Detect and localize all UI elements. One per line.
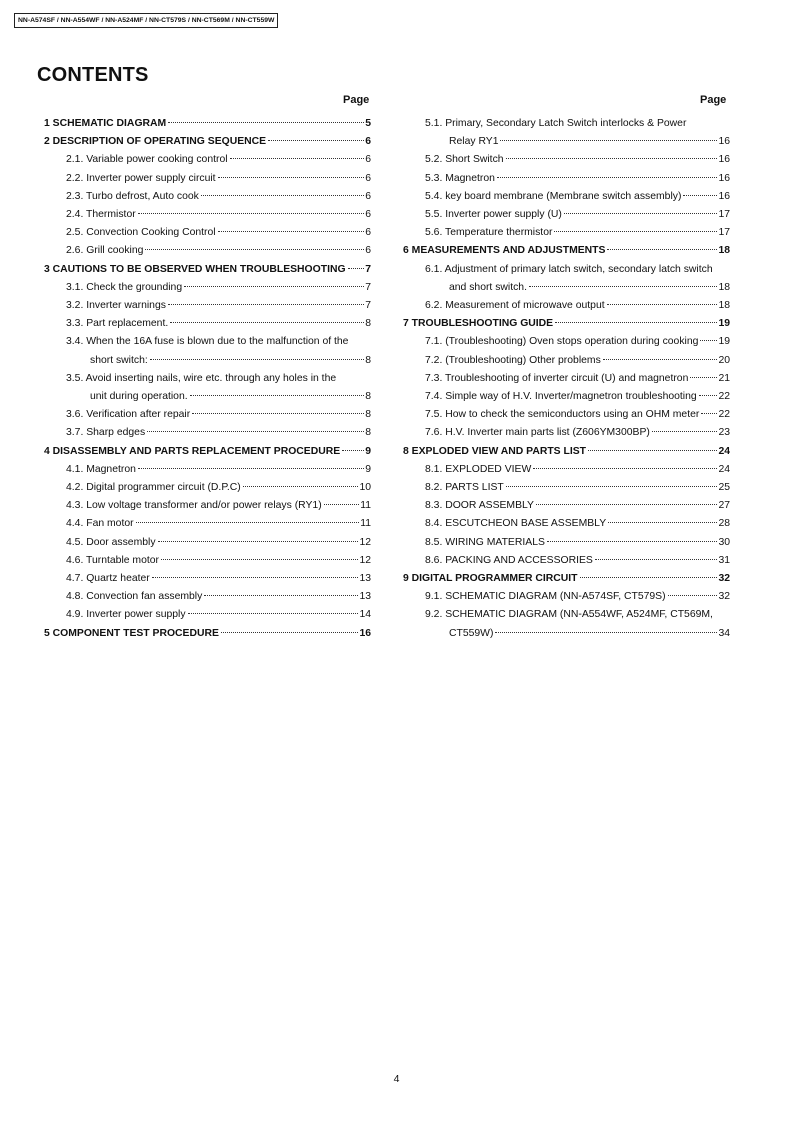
dot-leader <box>529 286 717 287</box>
dot-leader <box>495 632 717 633</box>
toc-entry[interactable] <box>403 242 730 260</box>
toc-entry-page: 22 <box>718 391 730 403</box>
toc-entry-title: 6 MEASUREMENTS AND ADJUSTMENTS <box>403 245 606 257</box>
toc-entry-title: 7.3. Troubleshooting of inverter circuit (U) and magnetron <box>425 372 689 384</box>
page-number: 4 <box>393 1073 400 1085</box>
toc-entry-page: 10 <box>359 482 371 494</box>
toc-entry-title: 8.2. PARTS LIST <box>425 482 504 494</box>
toc-entry-title: 4.4. Fan motor <box>66 518 134 530</box>
dot-leader <box>580 577 718 578</box>
toc-entry-title: 2.5. Convection Cooking Control <box>66 227 216 239</box>
toc-entry-title: 9 DIGITAL PROGRAMMER CIRCUIT <box>403 573 578 585</box>
toc-entry[interactable] <box>403 188 730 206</box>
toc-entry[interactable] <box>403 315 730 333</box>
dot-leader <box>150 359 364 360</box>
toc-entry[interactable] <box>44 497 371 515</box>
toc-entry-page: 22 <box>718 409 730 421</box>
toc-entry-title: 7.5. How to check the semiconductors using an OHM meter <box>425 409 700 421</box>
dot-leader <box>608 522 717 523</box>
toc-entry[interactable] <box>44 188 371 206</box>
toc-entry-wrapped-line[interactable] <box>403 261 730 279</box>
toc-entry-title: 5.5. Inverter power supply (U) <box>425 209 562 221</box>
dot-leader <box>218 177 365 178</box>
toc-entry-title: 8.6. PACKING AND ACCESSORIES <box>425 554 593 566</box>
dot-leader <box>690 377 717 378</box>
toc-entry-page: 16 <box>359 627 371 639</box>
toc-entry-title: 2 DESCRIPTION OF OPERATING SEQUENCE <box>44 136 267 148</box>
toc-entry[interactable] <box>403 570 730 588</box>
toc-entry-page: 16 <box>718 172 730 184</box>
toc-entry[interactable] <box>403 133 730 151</box>
toc-entry[interactable] <box>44 588 371 606</box>
toc-entry-page: 8 <box>365 318 371 330</box>
toc-entry-page: 12 <box>359 554 371 566</box>
page-title: CONTENTS <box>37 64 149 86</box>
toc-entry[interactable] <box>44 279 371 297</box>
dot-leader <box>668 595 718 596</box>
toc-entry[interactable] <box>44 224 371 242</box>
toc-entry-page: 19 <box>718 318 730 330</box>
toc-entry-page: 13 <box>359 573 371 585</box>
toc-entry[interactable] <box>403 479 730 497</box>
dot-leader <box>158 541 359 542</box>
toc-entry[interactable] <box>403 443 730 461</box>
toc-entry-page: 7 <box>365 263 371 275</box>
dot-leader <box>145 249 364 250</box>
toc-entry-page: 5 <box>365 118 371 129</box>
dot-leader <box>168 122 364 123</box>
toc-entry[interactable] <box>44 261 371 279</box>
dot-leader <box>607 304 718 305</box>
toc-entry-page: 25 <box>718 482 730 494</box>
toc-entry[interactable] <box>403 388 730 406</box>
toc-entry[interactable] <box>44 206 371 224</box>
toc-entry-page: 30 <box>718 536 730 548</box>
toc-entry[interactable] <box>403 588 730 606</box>
toc-entry[interactable] <box>403 497 730 515</box>
toc-entry-title: CT559W) <box>449 627 494 639</box>
toc-entry-page: 18 <box>718 300 730 312</box>
model-numbers-header: NN-A574SF / NN-A554WF / NN-A524MF / NN-CT579S / NN-CT569M / NN-CT559W <box>14 13 278 28</box>
toc-entry-page: 6 <box>365 190 371 202</box>
toc-entry[interactable] <box>44 461 371 479</box>
dot-leader <box>221 632 359 633</box>
toc-entry[interactable] <box>403 461 730 479</box>
toc-entry-title: 8.4. ESCUTCHEON BASE ASSEMBLY <box>425 518 607 530</box>
toc-entry-title: 7.4. Simple way of H.V. Inverter/magnetron troubleshooting <box>425 391 697 403</box>
toc-entry[interactable] <box>403 515 730 533</box>
toc-entry-page: 8 <box>365 354 371 366</box>
toc-entry-page: 6 <box>365 154 371 166</box>
toc-entry-page: 8 <box>365 409 371 421</box>
toc-entry[interactable] <box>403 206 730 224</box>
dot-leader <box>136 522 360 523</box>
toc-entry-title: 7.6. H.V. Inverter main parts list (Z606YM300BP) <box>425 427 650 439</box>
toc-entry-title: 3.2. Inverter warnings <box>66 300 166 312</box>
toc-entry-title: 6.1. Adjustment of primary latch switch, secondary latch switch <box>425 263 713 275</box>
toc-entry-page: 9 <box>365 445 371 457</box>
toc-entry[interactable] <box>44 170 371 188</box>
toc-entry-page: 27 <box>718 500 730 512</box>
dot-leader <box>348 268 365 269</box>
toc-entry[interactable] <box>44 443 371 461</box>
dot-leader <box>497 177 718 178</box>
toc-entry-title: Relay RY1 <box>449 136 499 148</box>
toc-entry-title: 4.9. Inverter power supply <box>66 609 186 621</box>
toc-entry-title: 8.5. WIRING MATERIALS <box>425 536 545 548</box>
dot-leader <box>547 541 718 542</box>
toc-entry[interactable] <box>403 534 730 552</box>
toc-entry-page: 19 <box>718 336 730 348</box>
toc-entry[interactable] <box>403 297 730 315</box>
toc-entry-page: 24 <box>718 463 730 475</box>
toc-entry[interactable] <box>44 479 371 497</box>
toc-entry[interactable] <box>403 279 730 297</box>
toc-entry-page: 6 <box>365 245 371 257</box>
toc-entry-title: 3.1. Check the grounding <box>66 281 183 293</box>
toc-entry-title: 8.3. DOOR ASSEMBLY <box>425 500 534 512</box>
dot-leader <box>701 413 717 414</box>
dot-leader <box>138 468 364 469</box>
toc-entry[interactable] <box>44 625 371 643</box>
toc-entry-title: 2.3. Turbo defrost, Auto cook <box>66 190 199 202</box>
page-column-header-right: Page <box>700 94 727 106</box>
toc-entry-title: 2.1. Variable power cooking control <box>66 154 228 166</box>
toc-entry-title: 6.2. Measurement of microwave output <box>425 300 605 312</box>
toc-entry-page: 16 <box>718 190 730 202</box>
dot-leader <box>268 140 364 141</box>
toc-entry-page: 32 <box>718 591 730 603</box>
dot-leader <box>243 486 359 487</box>
toc-entry-page: 23 <box>718 427 730 439</box>
page-column-header-left: Page <box>343 94 370 106</box>
dot-leader <box>603 359 718 360</box>
dot-leader <box>230 158 365 159</box>
toc-entry-title: 5.4. key board membrane (Membrane switch assembly) <box>425 190 682 202</box>
toc-entry-page: 31 <box>718 554 730 566</box>
toc-entry-title: 3 CAUTIONS TO BE OBSERVED WHEN TROUBLESHOOTING <box>44 263 346 275</box>
toc-entry-title: 5 COMPONENT TEST PROCEDURE <box>44 627 219 639</box>
toc-entry-page: 18 <box>718 281 730 293</box>
toc-entry-page: 11 <box>360 500 371 512</box>
toc-entry-page: 17 <box>718 209 730 221</box>
toc-entry-page: 7 <box>365 281 371 293</box>
dot-leader <box>184 286 364 287</box>
toc-entry[interactable] <box>44 515 371 533</box>
toc-entry-title: 1 SCHEMATIC DIAGRAM <box>44 118 167 129</box>
dot-leader <box>555 322 717 323</box>
dot-leader <box>170 322 364 323</box>
dot-leader <box>607 249 717 250</box>
toc-entry-page: 12 <box>359 536 371 548</box>
toc-entry-page: 34 <box>718 627 730 639</box>
toc-entry[interactable] <box>403 170 730 188</box>
toc-entry-title: 7.1. (Troubleshooting) Oven stops operation during cooking <box>425 336 699 348</box>
toc-entry[interactable] <box>44 534 371 552</box>
toc-entry-page: 17 <box>718 227 730 239</box>
toc-entry[interactable] <box>44 552 371 570</box>
toc-entry-title: 7.2. (Troubleshooting) Other problems <box>425 354 601 366</box>
dot-leader <box>588 450 717 451</box>
toc-entry[interactable] <box>44 242 371 260</box>
toc-entry-page: 18 <box>718 245 730 257</box>
toc-entry[interactable] <box>403 352 730 370</box>
toc-entry-title: 4.1. Magnetron <box>66 463 136 475</box>
toc-entry-page: 6 <box>365 136 371 148</box>
toc-entry[interactable] <box>403 552 730 570</box>
toc-entry-title: 4.6. Turntable motor <box>66 554 159 566</box>
toc-entry[interactable] <box>44 151 371 169</box>
dot-leader <box>700 340 717 341</box>
dot-leader <box>342 450 364 451</box>
toc-entry-wrapped-line[interactable] <box>403 606 730 624</box>
toc-entry-title: 2.4. Thermistor <box>66 209 136 221</box>
toc-entry-wrapped-line[interactable] <box>44 370 371 388</box>
toc-entry-title: 5.2. Short Switch <box>425 154 504 166</box>
toc-entry[interactable] <box>44 115 371 133</box>
toc-entry[interactable] <box>44 388 371 406</box>
toc-entry-page: 8 <box>365 427 371 439</box>
toc-entry-title: 3.3. Part replacement. <box>66 318 169 330</box>
toc-entry[interactable] <box>44 315 371 333</box>
dot-leader <box>533 468 717 469</box>
toc-entry-title: 3.7. Sharp edges <box>66 427 146 439</box>
dot-leader <box>506 158 718 159</box>
dot-leader <box>683 195 717 196</box>
toc-entry-page: 16 <box>718 154 730 166</box>
toc-entry-title: unit during operation. <box>90 391 188 403</box>
toc-entry-title: 8 EXPLODED VIEW AND PARTS LIST <box>403 445 587 457</box>
toc-entry-title: 2.2. Inverter power supply circuit <box>66 172 216 184</box>
toc-entry[interactable] <box>403 151 730 169</box>
toc-entry[interactable] <box>44 133 371 151</box>
toc-entry-page: 32 <box>718 573 730 585</box>
toc-entry[interactable] <box>44 297 371 315</box>
toc-entry-page: 6 <box>365 209 371 221</box>
toc-entry-title: 9.2. SCHEMATIC DIAGRAM (NN-A554WF, A524MF, CT569M, <box>425 609 713 621</box>
toc-entry-title: 7 TROUBLESHOOTING GUIDE <box>403 318 554 330</box>
dot-leader <box>152 577 359 578</box>
toc-entry-page: 8 <box>365 391 371 403</box>
toc-entry-page: 24 <box>718 445 730 457</box>
dot-leader <box>201 195 364 196</box>
toc-entry[interactable] <box>44 406 371 424</box>
toc-entry-page: 28 <box>718 518 730 530</box>
toc-entry[interactable] <box>44 424 371 442</box>
toc-entry[interactable] <box>403 333 730 351</box>
toc-entry-title: 4.2. Digital programmer circuit (D.P.C) <box>66 482 241 494</box>
dot-leader <box>500 140 717 141</box>
dot-leader <box>147 431 364 432</box>
toc-entry[interactable] <box>403 424 730 442</box>
dot-leader <box>192 413 364 414</box>
toc-entry-title: 5.6. Temperature thermistor <box>425 227 553 239</box>
dot-leader <box>506 486 718 487</box>
toc-entry-page: 6 <box>365 172 371 184</box>
toc-entry[interactable] <box>44 606 371 624</box>
toc-entry-title: 3.6. Verification after repair <box>66 409 191 421</box>
toc-entry-wrapped-line[interactable] <box>44 333 371 351</box>
dot-leader <box>168 304 364 305</box>
toc-entry-title: 4.5. Door assembly <box>66 536 156 548</box>
dot-leader <box>536 504 717 505</box>
toc-entry-page: 20 <box>718 354 730 366</box>
toc-entry-title: 2.6. Grill cooking <box>66 245 144 257</box>
toc-entry-title: 5.1. Primary, Secondary Latch Switch interlocks & Power <box>425 118 687 129</box>
dot-leader <box>554 231 717 232</box>
toc-entry-page: 13 <box>359 591 371 603</box>
dot-leader <box>138 213 365 214</box>
dot-leader <box>218 231 365 232</box>
toc-entry[interactable] <box>403 625 730 643</box>
toc-entry[interactable] <box>44 352 371 370</box>
toc-entry-page: 21 <box>718 372 730 384</box>
dot-leader <box>161 559 358 560</box>
toc-entry-page: 16 <box>718 136 730 148</box>
toc-entry-page: 7 <box>365 300 371 312</box>
toc-entry-title: and short switch. <box>449 281 527 293</box>
toc-entry[interactable] <box>403 370 730 388</box>
dot-leader <box>188 613 359 614</box>
toc-right-column <box>403 115 730 643</box>
toc-entry-title: 4.7. Quartz heater <box>66 573 150 585</box>
dot-leader <box>564 213 718 214</box>
toc-entry-title: 3.4. When the 16A fuse is blown due to the malfunction of the <box>66 336 349 348</box>
toc-entry-title: short switch: <box>90 354 148 366</box>
toc-entry-page: 14 <box>359 609 371 621</box>
toc-entry-title: 3.5. Avoid inserting nails, wire etc. through any holes in the <box>66 372 337 384</box>
dot-leader <box>190 395 365 396</box>
toc-entry-wrapped-line[interactable] <box>403 115 730 133</box>
toc-entry[interactable] <box>403 406 730 424</box>
dot-leader <box>699 395 718 396</box>
toc-entry-page: 6 <box>365 227 371 239</box>
toc-left-column <box>44 115 371 643</box>
toc-entry-title: 5.3. Magnetron <box>425 172 495 184</box>
toc-entry-title: 4.3. Low voltage transformer and/or power relays (RY1) <box>66 500 322 512</box>
toc-entry-page: 9 <box>365 463 371 475</box>
dot-leader <box>324 504 360 505</box>
toc-entry[interactable] <box>44 570 371 588</box>
toc-entry-title: 4.8. Convection fan assembly <box>66 591 203 603</box>
toc-entry-title: 4 DISASSEMBLY AND PARTS REPLACEMENT PROCEDURE <box>44 445 341 457</box>
toc-entry[interactable] <box>403 224 730 242</box>
toc-entry-title: 8.1. EXPLODED VIEW <box>425 463 532 475</box>
toc-entry-title: 9.1. SCHEMATIC DIAGRAM (NN-A574SF, CT579S) <box>425 591 666 603</box>
toc-entry-page: 11 <box>360 518 371 530</box>
dot-leader <box>652 431 718 432</box>
dot-leader <box>204 595 358 596</box>
dot-leader <box>595 559 718 560</box>
